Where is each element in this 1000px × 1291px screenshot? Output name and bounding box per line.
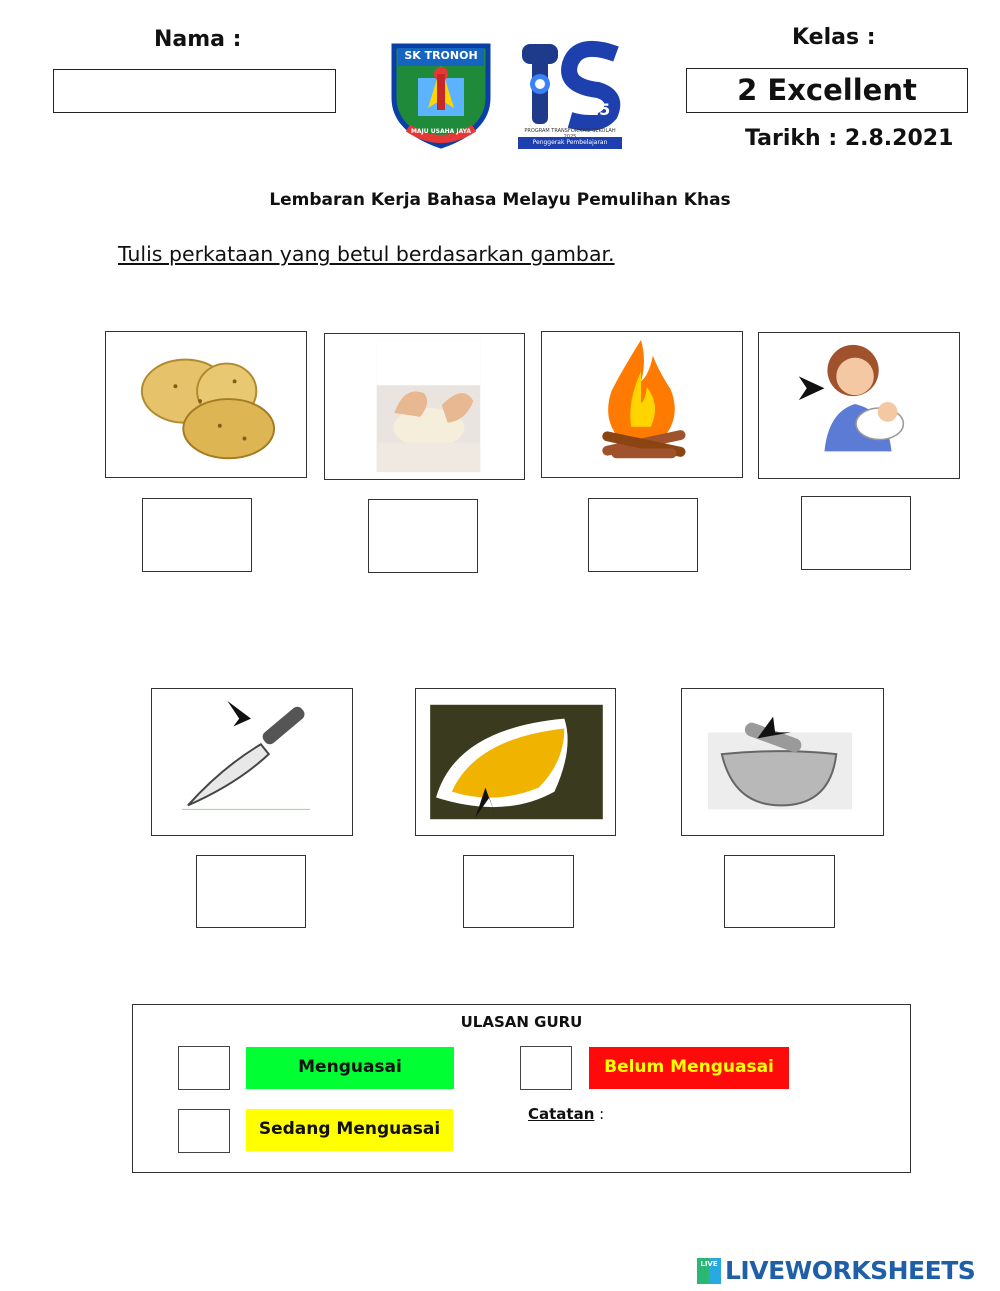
answer-box-2[interactable]	[368, 499, 478, 573]
bonfire-picture	[541, 331, 743, 478]
knife-picture	[151, 688, 353, 836]
answer-box-5[interactable]	[196, 855, 306, 928]
nama-label: Nama :	[154, 27, 242, 52]
liveworksheets-icon	[697, 1258, 721, 1284]
instruction-text: Tulis perkataan yang betul berdasarkan gambar.	[118, 242, 615, 266]
in-progress-checkbox[interactable]	[178, 1109, 230, 1153]
kelas-value: 2 Excellent	[737, 73, 917, 107]
liveworksheets-brand: LIVEWORKSHEETS	[725, 1256, 976, 1285]
not-mastered-badge: Belum Menguasai	[589, 1047, 789, 1089]
notes-label-text: Catatan	[528, 1105, 595, 1123]
mother-holding-baby-picture	[758, 332, 960, 479]
answer-box-6[interactable]	[463, 855, 574, 928]
notes-label-suffix: :	[594, 1105, 605, 1123]
school-logo	[388, 38, 494, 150]
answer-box-3[interactable]	[588, 498, 698, 572]
durian-picture	[415, 688, 616, 836]
in-progress-badge: Sedang Menguasai	[246, 1109, 453, 1151]
answer-box-4[interactable]	[801, 496, 911, 570]
answer-box-7[interactable]	[724, 855, 835, 928]
school-logo-text-top: SK TRONOH	[404, 49, 478, 62]
school-logo-text-bottom: MAJU USAHA JAYA	[410, 128, 472, 135]
worksheet-title: Lembaran Kerja Bahasa Melayu Pemulihan Khas	[269, 190, 731, 210]
mastered-checkbox[interactable]	[178, 1046, 230, 1090]
tarikh-text: Tarikh : 2.8.2021	[745, 126, 954, 151]
mortar-pestle-picture	[681, 688, 884, 836]
ts25-logo	[518, 40, 622, 158]
kelas-input[interactable]	[686, 68, 968, 113]
mastered-badge: Menguasai	[246, 1047, 454, 1089]
liveworksheets-icon-letters: LIVE	[697, 1258, 721, 1284]
kneading-dough-picture	[324, 333, 525, 480]
review-heading: ULASAN GURU	[460, 1013, 583, 1031]
not-mastered-checkbox[interactable]	[520, 1046, 572, 1090]
nama-input[interactable]	[53, 69, 336, 113]
ts25-logo-banner: Penggerak Pembelajaran Bermakna	[518, 137, 622, 149]
ts25-logo-number: 25	[588, 100, 611, 119]
kelas-label: Kelas :	[792, 25, 876, 50]
potato-picture	[105, 331, 307, 478]
answer-box-1[interactable]	[142, 498, 252, 572]
notes-label	[528, 1105, 604, 1123]
ts25-logo-caption: PROGRAM TRANSFORMASI SEKOLAH	[524, 128, 616, 134]
liveworksheets-logo	[697, 1256, 997, 1286]
